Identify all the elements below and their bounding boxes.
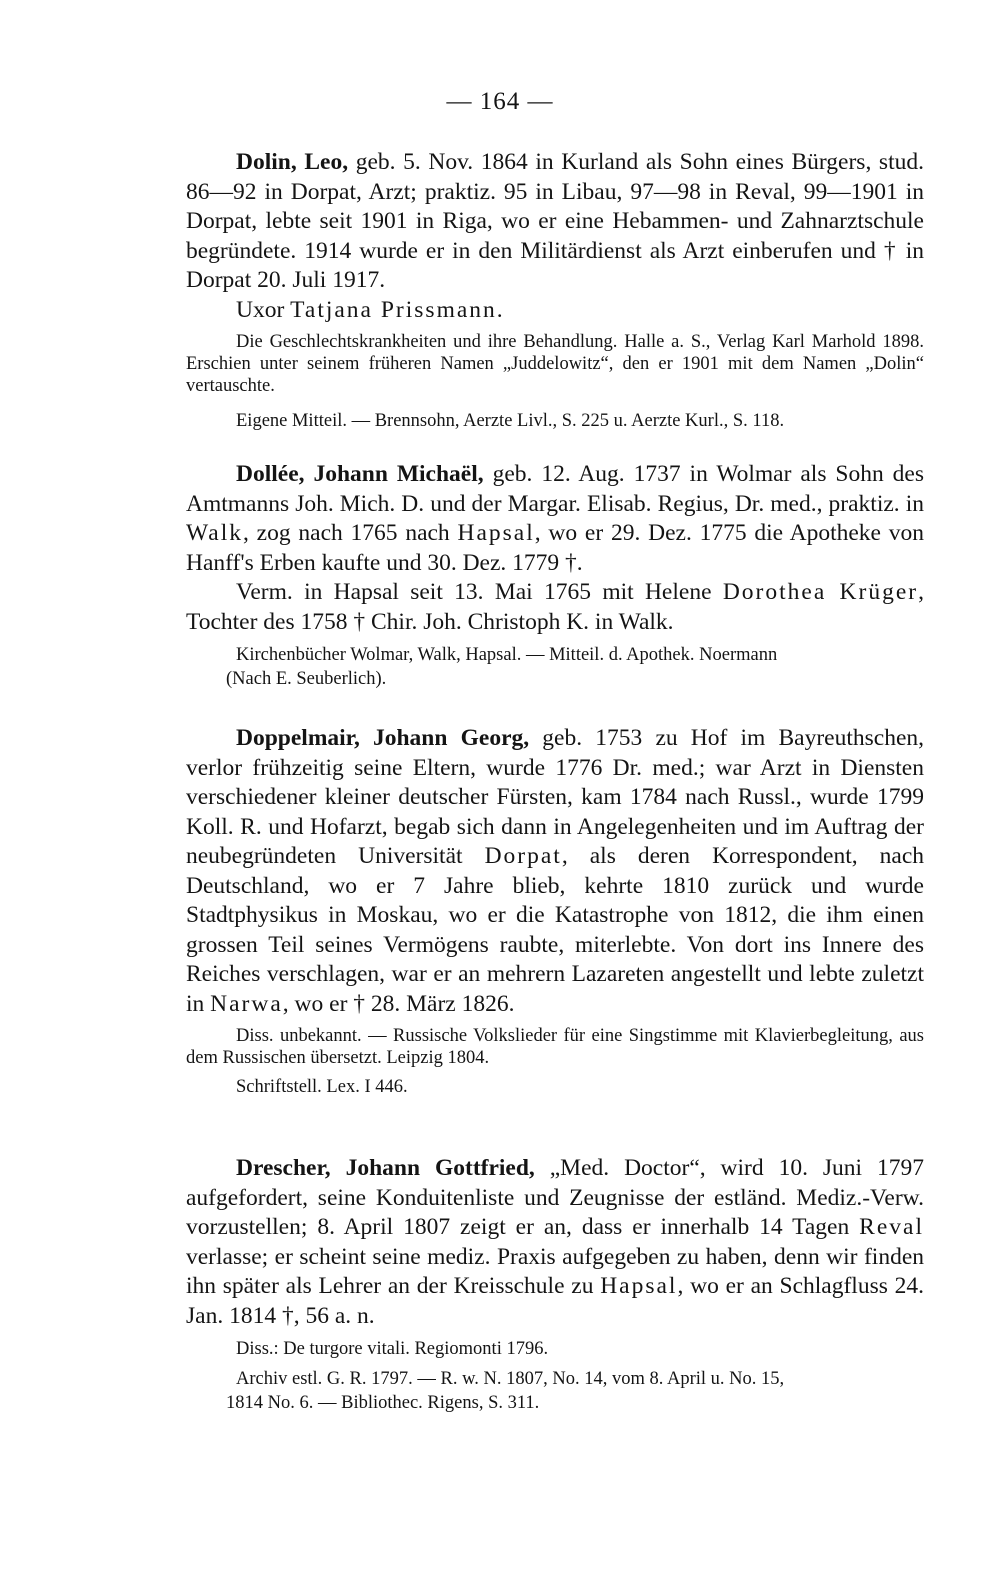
- place-name: Hapsal: [600, 1273, 678, 1299]
- entry-text: , zog nach 1765 nach: [243, 520, 458, 546]
- entry-body: [186, 724, 924, 1019]
- entry-name: Dolin, Leo,: [236, 149, 349, 175]
- sources-line: Schriftstell. Lex. I 446.: [236, 1077, 408, 1097]
- entry-dolin: [186, 148, 924, 433]
- entry-text: geb. 1753 zu Hof im Bayreuthschen, verlor frühzeitig seine Eltern, wurde 1776 Dr. med.; war Arzt in Diensten verschiedener kleiner deutscher Fürsten, kam 1784 nach Russl., wurde 1799 Koll. R. und Hofarzt, begab sich dann in Angelegenheiten und im Auftrag der neubegründeten Universität: [186, 725, 924, 869]
- sources-line: Eigene Mitteil. — Brennsohn, Aerzte Livl., S. 225 u. Aerzte Kurl., S. 118.: [236, 411, 785, 431]
- entry-name: Doppelmair, Johann Georg,: [236, 725, 530, 751]
- entry-text: Verm. in Hapsal seit 13. Mai 1765 mit Helene: [236, 579, 723, 605]
- place-name: Walk: [186, 520, 244, 546]
- entry-text: , als deren Korrespondent, nach Deutschland, wo er 7 Jahre blieb, kehrte 1810 zurück und wurde Stadtphysikus in Moskau, wo er die Katastrophe von 1812, die ihm einen grossen Teil seines Vermögens raubte, miterlebte. Von dort ins Innere des Reiches verschlagen, war er an mehrern Lazareten angestellt und lebte zuletzt in: [186, 843, 925, 1017]
- entry-body: [186, 460, 924, 578]
- page-number: — 164 —: [446, 88, 554, 115]
- entry-body: [186, 1154, 924, 1331]
- place-name: Reval: [859, 1214, 924, 1240]
- entry-name: Drescher, Johann Gottfried,: [236, 1155, 535, 1181]
- uxor-name: Tatjana Prissmann.: [290, 296, 505, 323]
- works-list: Diss.: De turgore vitali. Regiomonti 1796.: [236, 1339, 549, 1359]
- uxor-line: [186, 296, 924, 326]
- entry-text: , wo er † 28. März 1826.: [282, 990, 515, 1017]
- entry-text: geb. 12. Aug. 1737 in Wolmar als Sohn des Amtmanns Joh. Mich. D. und der Margar. Elisab. Regius, Dr. med., praktiz. in: [186, 461, 924, 517]
- entry-drescher: [186, 1154, 924, 1415]
- place-name: Narwa: [210, 990, 283, 1017]
- entry-doppelmair: [186, 724, 924, 1099]
- spouse-name: Dorothea Krüger: [722, 579, 919, 605]
- entry-name: Dollée, Johann Michaël,: [236, 461, 484, 487]
- entry-text: „Med. Doctor“, wird 10. Juni 1797 aufgefordert, seine Konduitenliste und Zeugnisse der estländ. Mediz.-Verw. vorzustellen; 8. April 1807 zeigt er an, dass er innerhalb 14 Tagen: [186, 1155, 924, 1240]
- sources-line: Archiv estl. G. R. 1797. — R. w. N. 1807, No. 14, vom 8. April u. No. 15,: [236, 1369, 785, 1389]
- works-list: Die Geschlechtskrankheiten und ihre Behandlung. Halle a. S., Verlag Karl Marhold 1898. Erschien unter seinem früheren Namen „Juddelowitz“, den er 1901 mit dem Namen „Dolin“ vertauschte.: [186, 332, 924, 396]
- works-list: Diss. unbekannt. — Russische Volkslieder für eine Singstimme mit Klavierbegleitung, aus dem Russischen übersetzt. Leipzig 1804.: [186, 1026, 924, 1068]
- entry-text: verlasse; er scheint seine mediz. Praxis aufgegeben zu haben, denn wir finden ihn später als Lehrer an der Kreisschule zu: [186, 1243, 924, 1299]
- entry-text: , Tochter des 1758 † Chir. Joh. Christoph K. in Walk.: [186, 579, 924, 635]
- marriage-line: [186, 578, 924, 637]
- sources-line: (Nach E. Seuberlich).: [226, 669, 387, 689]
- sources-line: Kirchenbücher Wolmar, Walk, Hapsal. — Mitteil. d. Apothek. Noermann: [236, 645, 778, 665]
- entry-text: , wo er an Schlagfluss 24. Jan. 1814 †, 56 a. n.: [186, 1273, 924, 1329]
- uxor-label: Uxor: [236, 296, 285, 323]
- place-name: Hapsal: [457, 520, 535, 546]
- entry-body: [186, 148, 924, 296]
- entry-dollee: [186, 460, 924, 691]
- entry-text: geb. 5. Nov. 1864 in Kurland als Sohn eines Bürgers, stud. 86—92 in Dorpat, Arzt; praktiz. 95 in Libau, 97—98 in Reval, 99—1901 in Dorpat, lebte seit 1901 in Riga, wo er eine Hebammen- und Zahnarztschule begründete. 1914 wurde er in den Militärdienst als Arzt einberufen und † in Dorpat 20. Juli 1917.: [186, 149, 924, 293]
- place-name: Dorpat: [484, 843, 562, 869]
- sources-line: 1814 No. 6. — Bibliothec. Rigens, S. 311.: [226, 1393, 540, 1413]
- entry-text: , wo er 29. Dez. 1775 die Apotheke von Hanff's Erben kaufte und 30. Dez. 1779 †.: [186, 520, 924, 576]
